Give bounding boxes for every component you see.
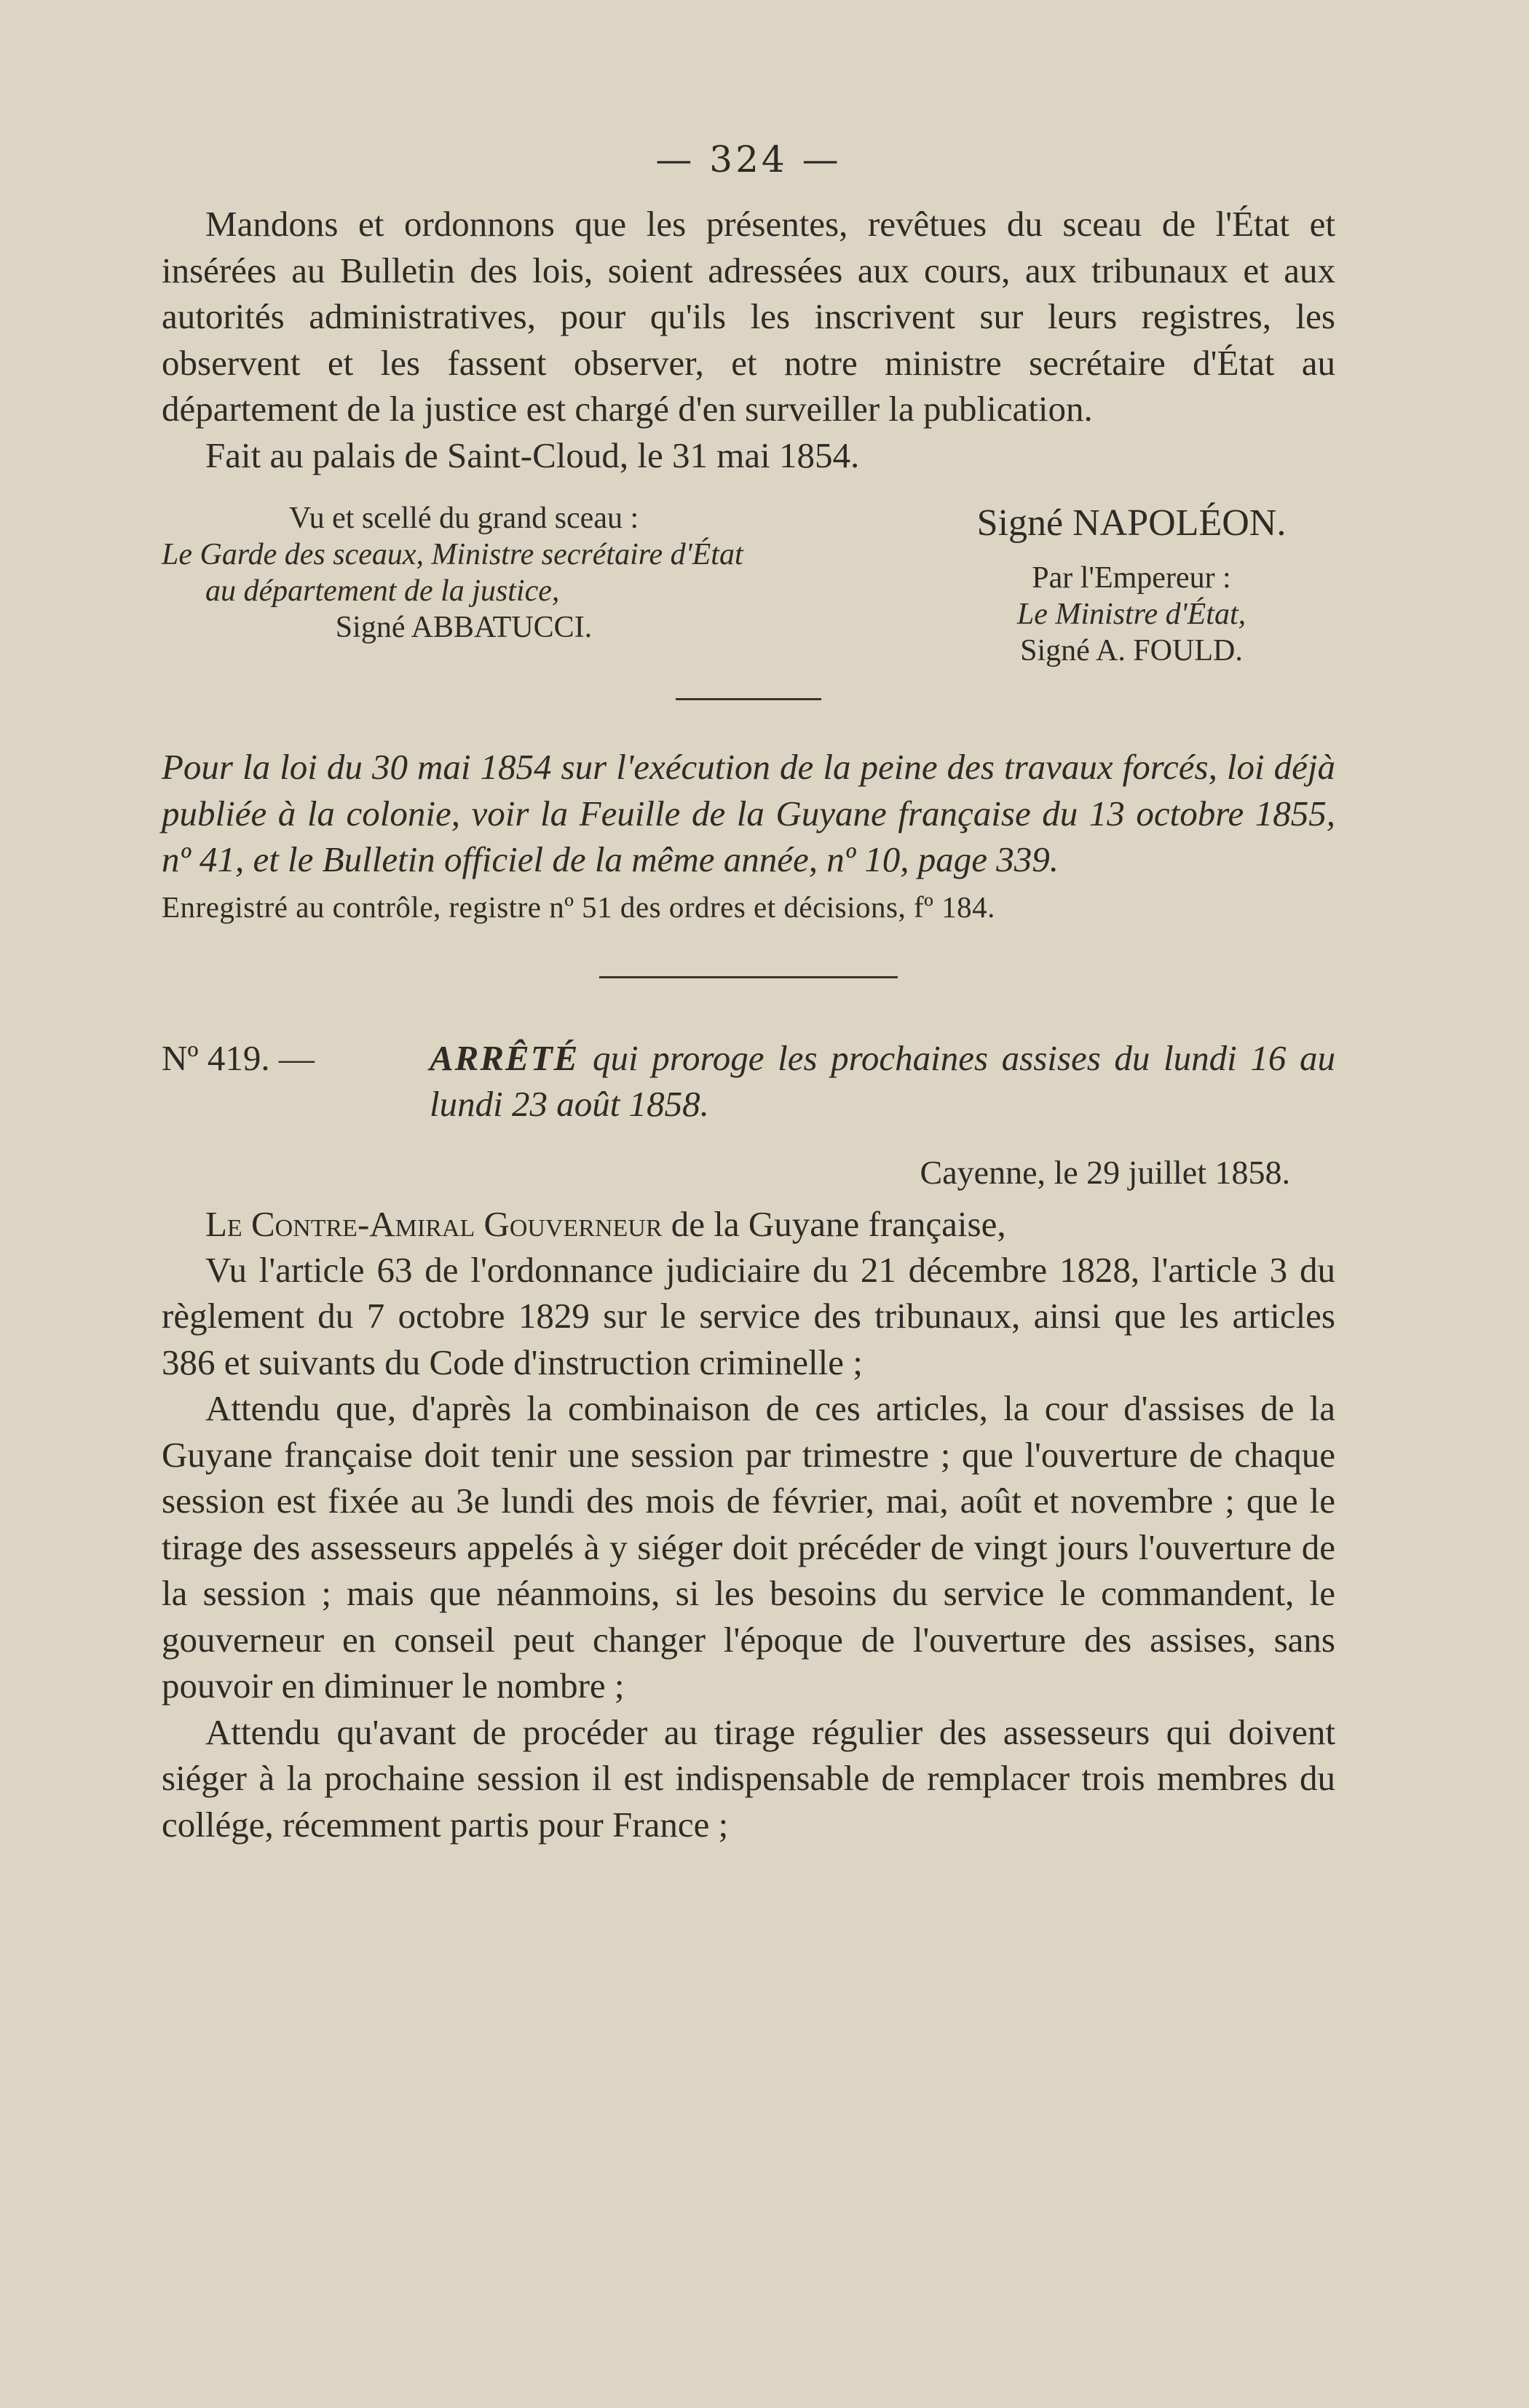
- arrete-heading: [162, 1035, 1335, 1128]
- separator-rule-2: [599, 976, 898, 978]
- governor-title: Le Contre-Amiral Gouverneur: [205, 1203, 663, 1244]
- governor-rest: de la Guyane française,: [671, 1203, 1006, 1244]
- signature-fould: Signé A. FOULD.: [1020, 634, 1243, 668]
- separator-rule: [676, 698, 821, 700]
- dateline: Cayenne, le 29 juillet 1858.: [920, 1153, 1290, 1191]
- paragraph-mandons: Mandons et ordonnons que les présentes, revêtues du sceau de l'État et insérées au Bulletin des lois, soient adressées aux cours, aux tribunaux et aux autorités administratives, pour qu'ils les inscrivent sur leurs registres, les observent et les fassent observer, et notre ministre secrétaire d'État au département de la justice est chargé d'en surveiller la publication.: [162, 204, 1335, 429]
- signature-right: [928, 500, 1335, 669]
- signature-napoleon: Signé NAPOLÉON.: [976, 502, 1287, 544]
- paragraph-attendu-2: Attendu qu'avant de procéder au tirage régulier des assesseurs qui doivent siéger à la prochaine session il est indispensable de remplacer trois membres du collége, récemment partis pour France ;: [162, 1711, 1335, 1845]
- garde-des-sceaux-title: Le Garde des sceaux, Ministre secrétaire d'État au département de la justice,: [162, 538, 743, 608]
- par-empereur: Par l'Empereur :: [1032, 561, 1231, 595]
- arrete-title-caps: ARRÊTÉ: [430, 1037, 580, 1078]
- signature-block: [162, 500, 1335, 669]
- signature-left: [162, 500, 766, 669]
- arrete-title-rest: qui proroge les prochaines assises du lundi 16 au lundi 23 août 1858.: [430, 1037, 1336, 1124]
- arrete-title: [430, 1035, 1335, 1128]
- document-page: [162, 138, 1335, 1847]
- paragraph-fait: Fait au palais de Saint-Cloud, le 31 mai 1854.: [205, 435, 860, 475]
- arrete-number: Nº 419. —: [162, 1037, 315, 1078]
- governor-line: [162, 1201, 1335, 1247]
- page-number: — 324 —: [655, 138, 842, 181]
- seal-line: Vu et scellé du grand sceau :: [288, 502, 639, 535]
- ministre-etat-title: Le Ministre d'État,: [1016, 598, 1246, 631]
- registration-note: Enregistré au contrôle, registre nº 51 des ordres et décisions, fº 184.: [162, 890, 995, 924]
- paragraph-attendu-1: Attendu que, d'après la combinaison de ces articles, la cour d'assises de la Guyane française doit tenir une session par trimestre ; que l'ouverture de chaque session est fixée au 3e lundi des mois de février, mai, août et novembre ; que le tirage des assesseurs appelés à y siéger doit précéder de vingt jours l'ouverture de la session ; mais que néanmoins, si les besoins du service le commandent, le gouverneur en conseil peut changer l'époque de l'ouverture des assises, sans pouvoir en diminuer le nombre ;: [162, 1388, 1335, 1706]
- signature-abbatucci: Signé ABBATUCCI.: [335, 611, 593, 644]
- note-loi: Pour la loi du 30 mai 1854 sur l'exécution de la peine des travaux forcés, loi déjà publiée à la colonie, voir la Feuille de la Guyane française du 13 octobre 1855, nº 41, et le Bulletin officiel de la même année, nº 10, page 339.: [162, 747, 1335, 879]
- paragraph-vu: Vu l'article 63 de l'ordonnance judiciaire du 21 décembre 1828, l'article 3 du règlement du 7 octobre 1829 sur le service des tribunaux, ainsi que les articles 386 et suivants du Code d'instruction criminelle ;: [162, 1249, 1335, 1382]
